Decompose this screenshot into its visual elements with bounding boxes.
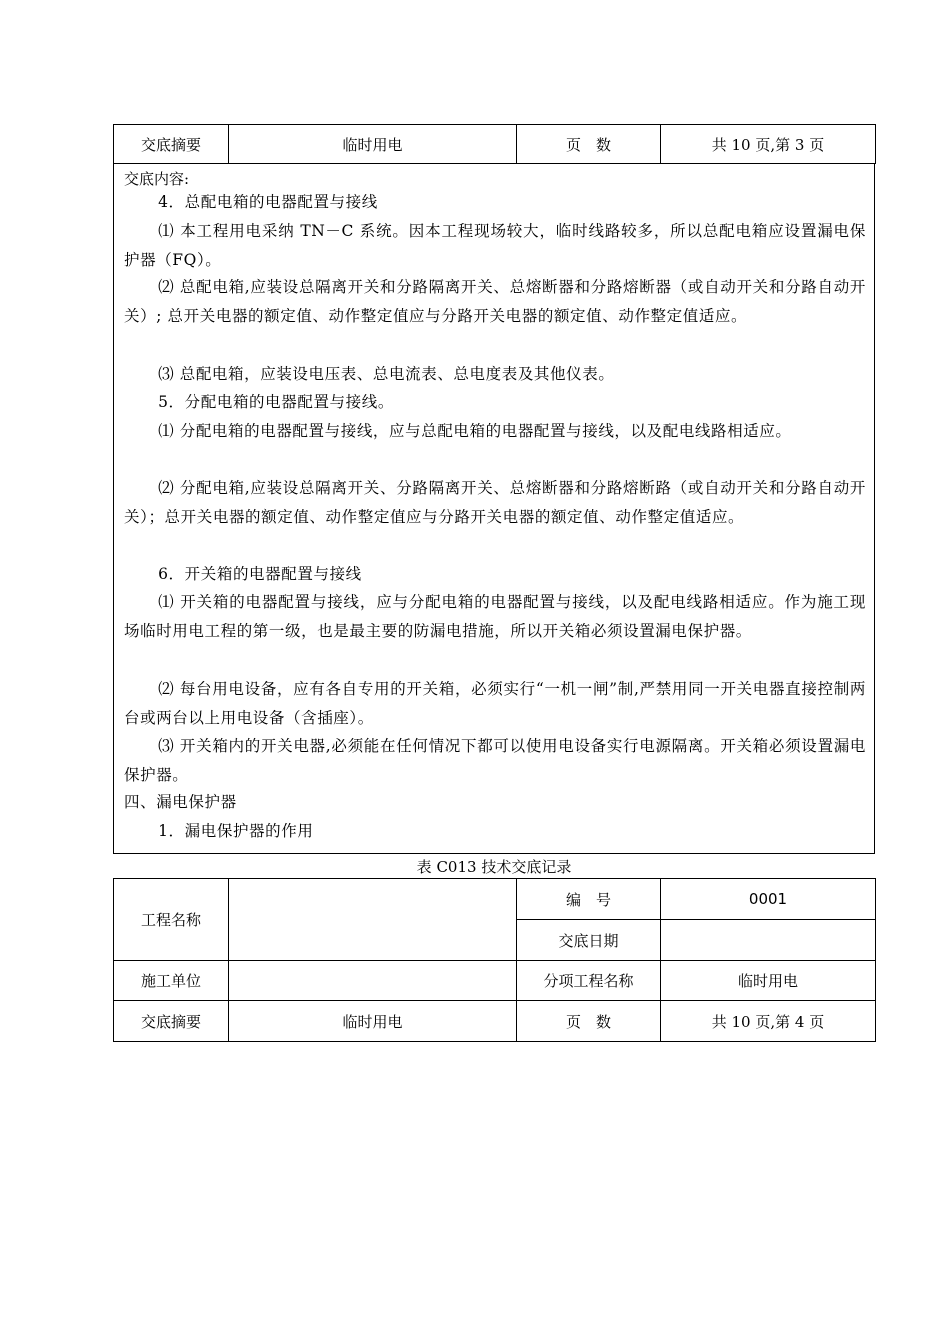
- pages-value: 共 10 页,第 3 页: [661, 125, 876, 164]
- table-row: [114, 125, 876, 164]
- header-table-page-4: [113, 878, 876, 1042]
- project-name-value: [229, 879, 517, 961]
- section-heading: 1．漏电保护器的作用: [158, 822, 314, 840]
- summary-label: 交底摘要: [114, 125, 229, 164]
- summary-value: 临时用电: [229, 125, 517, 164]
- form-caption: 表 C013 技术交底记录: [416, 858, 572, 876]
- table-row: [114, 1001, 876, 1042]
- chapter-heading: 四、漏电保护器: [124, 793, 237, 811]
- section-heading: 5．分配电箱的电器配置与接线。: [158, 393, 394, 411]
- pages-value: 共 10 页,第 4 页: [661, 1001, 876, 1042]
- project-name-label: 工程名称: [114, 879, 229, 961]
- paragraph: ⑶ 开关箱内的开关电器,必须能在任何情况下都可以使用电设备实行电源隔离。开关箱必须设置漏电保护器。: [124, 737, 866, 784]
- summary-label: 交底摘要: [114, 1001, 229, 1042]
- paragraph: ⑵ 分配电箱,应装设总隔离开关、分路隔离开关、总熔断器和分路熔断路（或自动开关和分路自动开关）；总开关电器的额定值、动作整定值应与分路开关电器的额定值、动作整定值适应。: [124, 479, 866, 526]
- number-label: 编 号: [517, 879, 661, 920]
- unit-value: [229, 961, 517, 1001]
- paragraph: ⑵ 每台用电设备，应有各自专用的开关箱，必须实行“一机一闸”制,严禁用同一开关电器直接控制两台或两台以上用电设备（含插座）。: [124, 680, 866, 727]
- section-heading: 6．开关箱的电器配置与接线: [158, 565, 362, 583]
- number-value: 0001: [661, 879, 876, 920]
- date-label: 交底日期: [517, 920, 661, 961]
- paragraph: ⑴ 开关箱的电器配置与接线，应与分配电箱的电器配置与接线，以及配电线路相适应。作为施工现场临时用电工程的第一级，也是最主要的防漏电措施，所以开关箱必须设置漏电保护器。: [124, 593, 866, 640]
- unit-label: 施工单位: [114, 961, 229, 1001]
- section-heading: 4．总配电箱的电器配置与接线: [158, 193, 378, 211]
- date-value: [661, 920, 876, 961]
- summary-value: 临时用电: [229, 1001, 517, 1042]
- paragraph: ⑴ 本工程用电采纳 TN－C 系统。因本工程现场较大，临时线路较多，所以总配电箱应设置漏电保护器（FQ）。: [124, 222, 866, 269]
- table-row: [114, 961, 876, 1001]
- paragraph: ⑴ 分配电箱的电器配置与接线，应与总配电箱的电器配置与接线，以及配电线路相适应。: [158, 422, 792, 440]
- subproject-value: 临时用电: [661, 961, 876, 1001]
- paragraph: ⑶ 总配电箱，应装设电压表、总电流表、总电度表及其他仪表。: [158, 365, 615, 383]
- content-box: [113, 163, 875, 854]
- paragraph: ⑵ 总配电箱,应装设总隔离开关和分路隔离开关、总熔断器和分路熔断器（或自动开关和分路自动开关）; 总开关电器的额定值、动作整定值应与分路开关电器的额定值、动作整定值适应。: [124, 278, 866, 325]
- pages-label: 页 数: [517, 125, 661, 164]
- header-table-page-3: [113, 124, 876, 164]
- subproject-label: 分项工程名称: [517, 961, 661, 1001]
- content-label: 交底内容:: [124, 170, 190, 188]
- table-row: [114, 879, 876, 920]
- pages-label: 页 数: [517, 1001, 661, 1042]
